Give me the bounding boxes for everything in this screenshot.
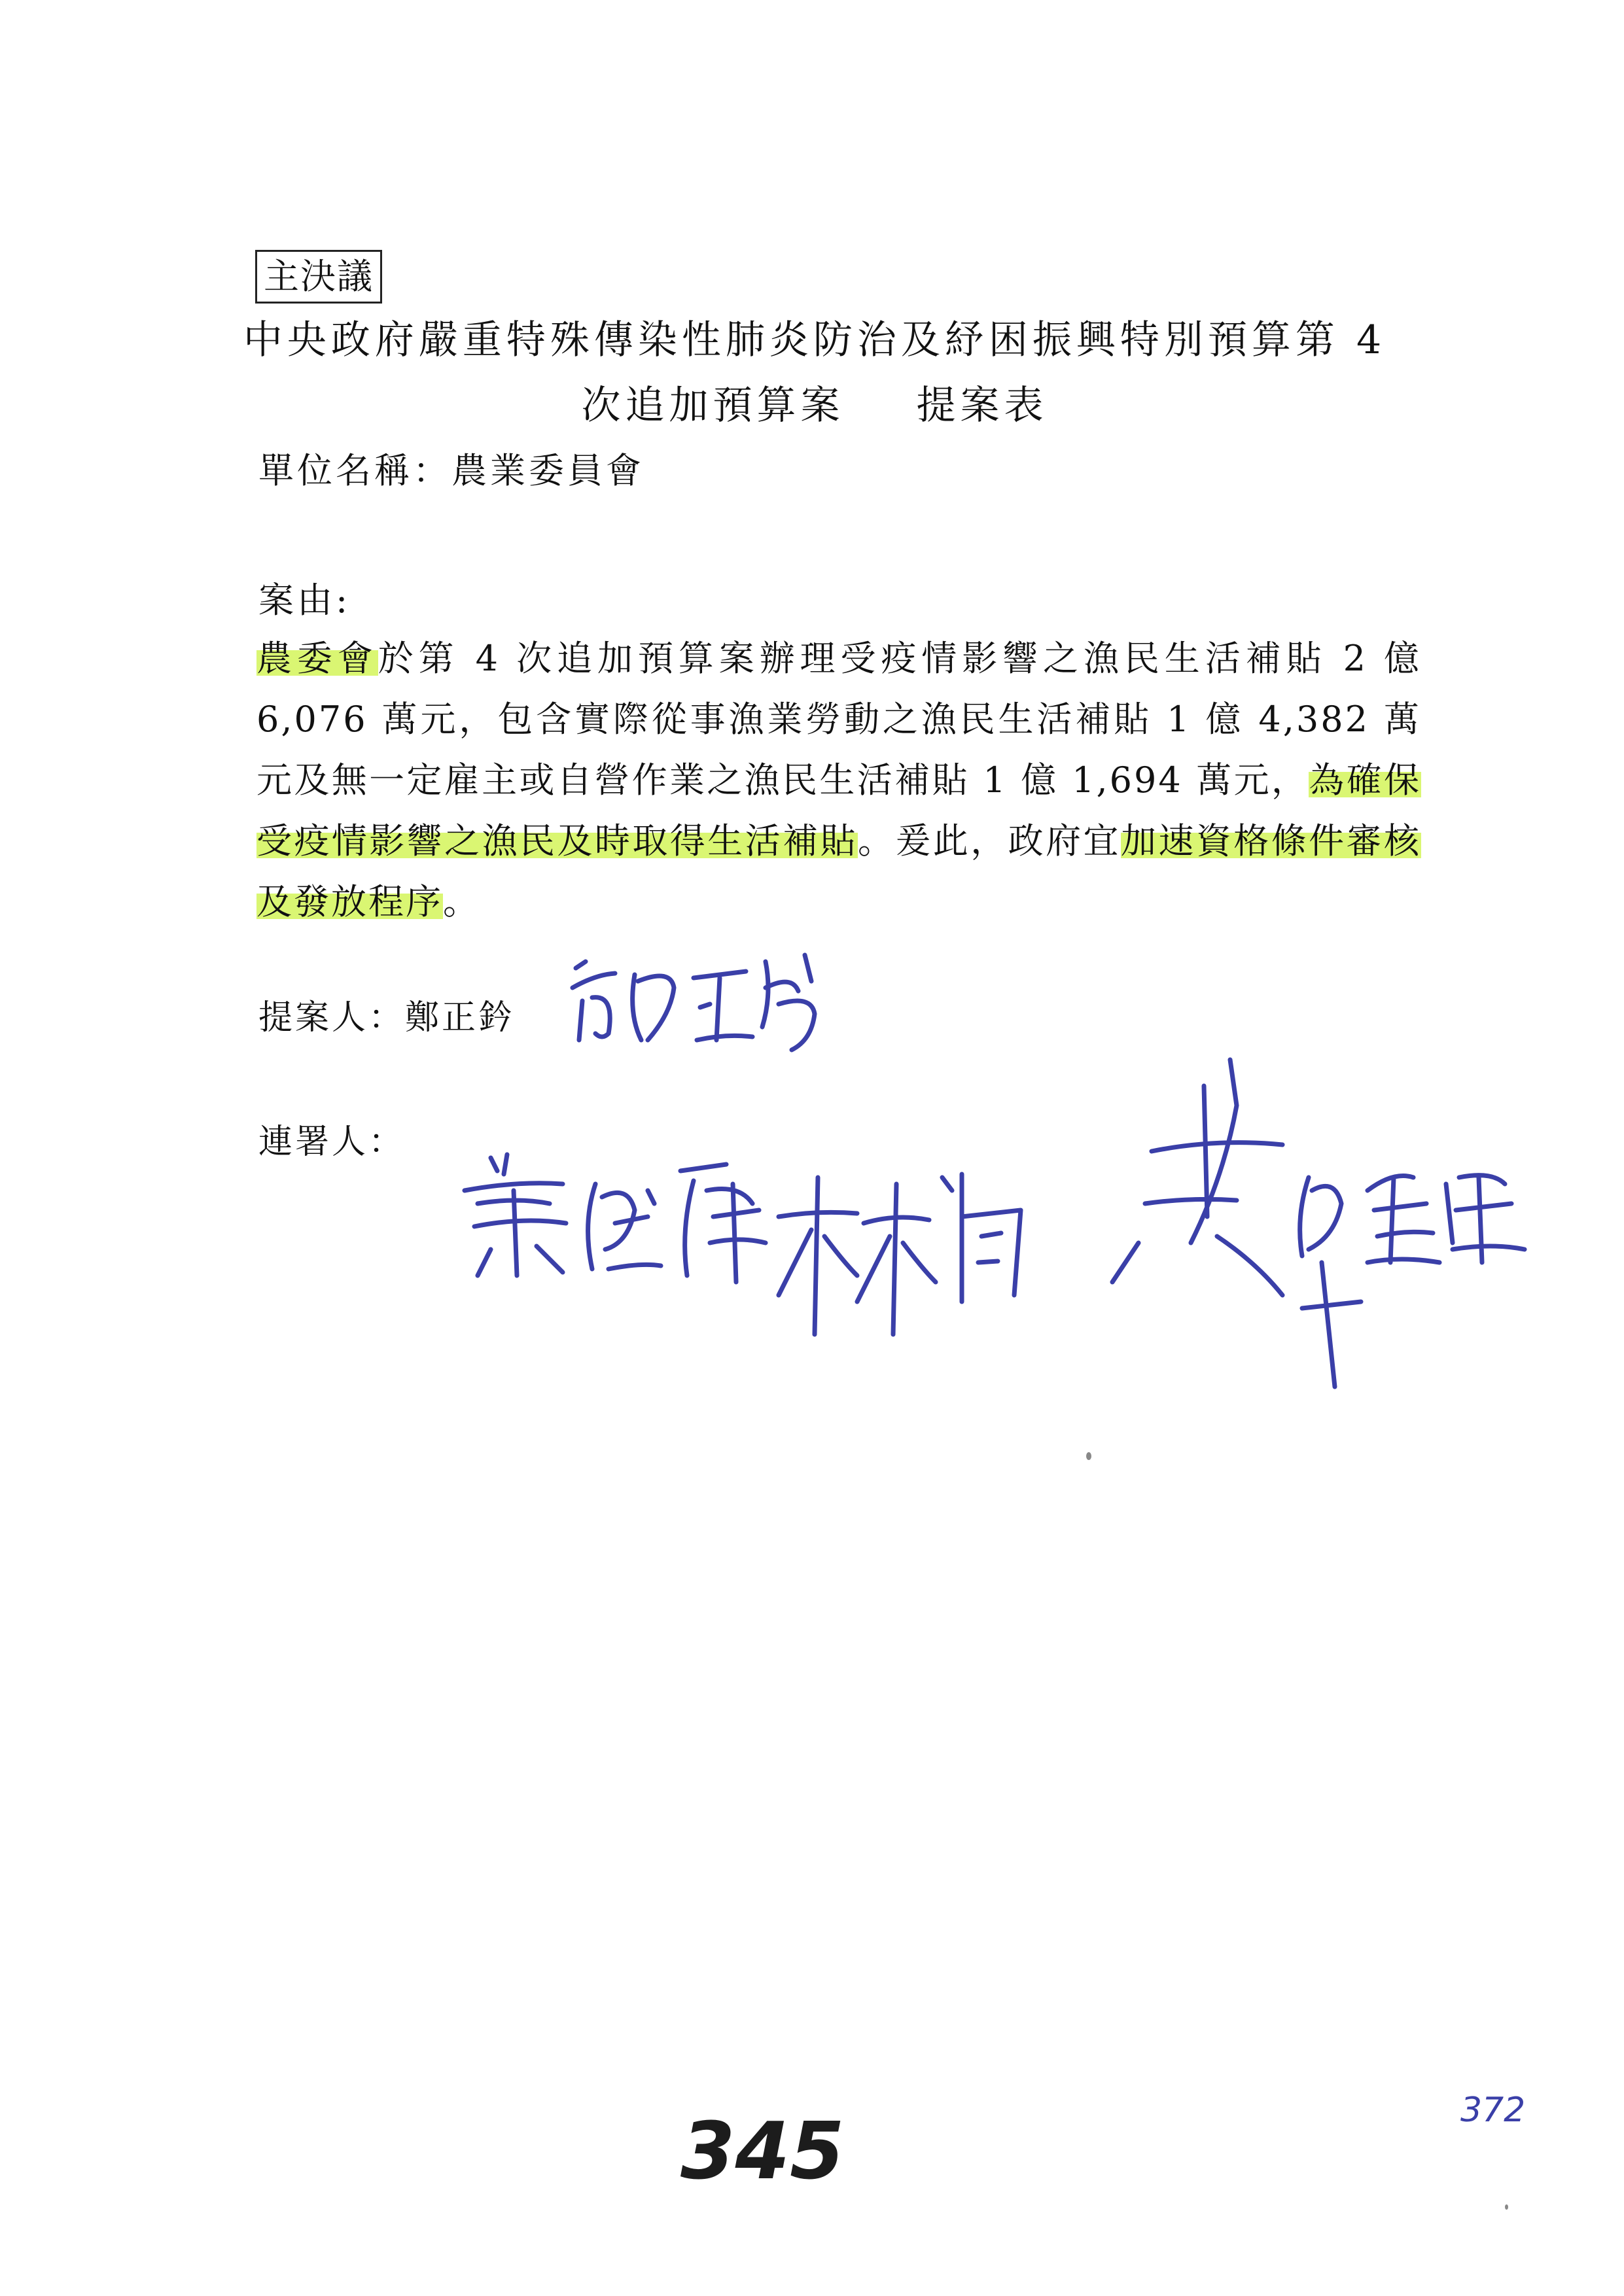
title-line-2-part-b: 提案表 bbox=[916, 383, 1048, 428]
page-number-handwritten: 345 bbox=[680, 2106, 845, 2197]
highlight-request: 加速資格條件審核及發放程序 bbox=[256, 820, 1422, 922]
highlight-agency: 農委會 bbox=[256, 638, 378, 679]
scan-speck bbox=[1505, 2204, 1508, 2210]
document-title bbox=[216, 307, 1413, 438]
resolution-type-label: 主決議 bbox=[255, 250, 382, 304]
body-segment: 。 bbox=[443, 881, 480, 922]
body-segment: 於第 4 次追加預算案辦理受疫情影響之漁民生活補貼 2 億 6,076 萬元，包含實際從事漁業勞動之漁民生活補貼 1 億 4,382 萬元及無一定雇主或自營作業之漁民生活補貼 1 億 1,694 萬元， bbox=[256, 638, 1422, 801]
title-line-2-part-a: 次追加預算案 bbox=[581, 383, 845, 428]
cosigners-label: 連署人： bbox=[258, 1122, 406, 1162]
unit-name: 單位名稱：農業委員會 bbox=[258, 450, 644, 491]
cosigner-signature-3 bbox=[1086, 1047, 1531, 1413]
cosigner-signature-2 bbox=[766, 1138, 1040, 1348]
proposer-signature bbox=[556, 942, 844, 1060]
proposer-label: 提案人：鄭正鈐 bbox=[258, 998, 516, 1037]
body-segment: 。爰此，政府宜 bbox=[857, 820, 1121, 861]
title-line-2 bbox=[216, 373, 1413, 438]
cosigner-signature-1 bbox=[451, 1145, 792, 1315]
title-line-1: 中央政府嚴重特殊傳染性肺炎防治及紓困振興特別預算第 4 bbox=[243, 317, 1386, 363]
scan-speck bbox=[1086, 1452, 1091, 1460]
reason-label: 案由: bbox=[258, 580, 351, 621]
page-number-small: 372 bbox=[1460, 2091, 1526, 2130]
highlight-purpose: 為確保受疫情影響之漁民及時取得生活補貼 bbox=[256, 759, 1421, 861]
reason-body bbox=[256, 628, 1421, 932]
